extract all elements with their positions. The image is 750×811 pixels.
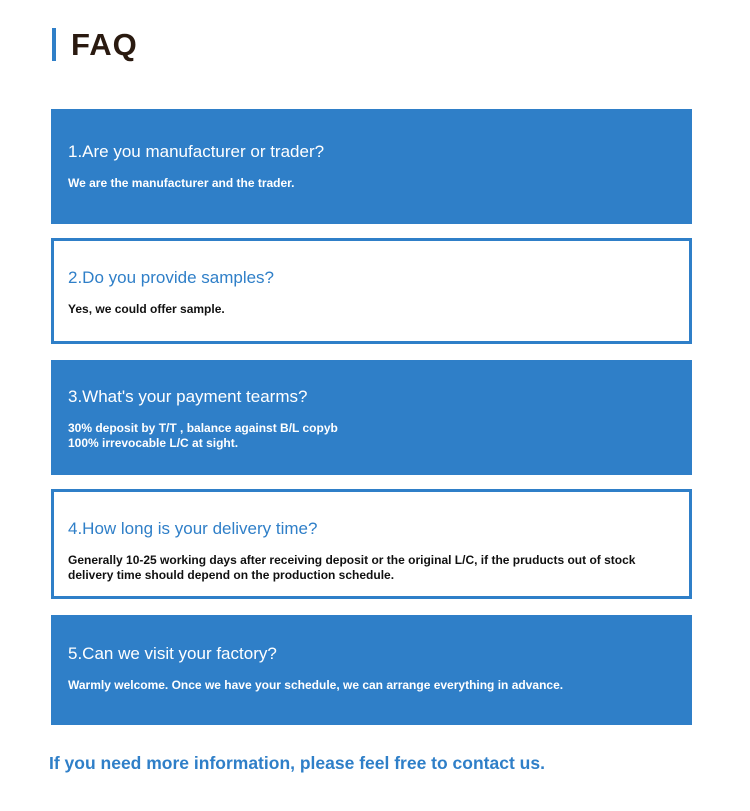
faq-question-5: 5.Can we visit your factory? — [68, 644, 277, 663]
faq-answer-1: We are the manufacturer and the trader. — [68, 176, 295, 190]
faq-item-2 — [51, 238, 692, 344]
faq-question-1: 1.Are you manufacturer or trader? — [68, 142, 325, 161]
title-accent-bar — [52, 28, 56, 61]
faq-item-5 — [51, 615, 692, 725]
faq-answer-2: Yes, we could offer sample. — [68, 302, 225, 316]
faq-question-4: 4.How long is your delivery time? — [68, 519, 318, 538]
contact-message: If you need more information, please feel free to contact us. — [49, 753, 545, 773]
faq-answer-4: Generally 10-25 working days after receiving deposit or the original L/C, if the pruducts out of stock delivery time should depend on the production schedule. — [68, 553, 636, 582]
faq-header — [52, 28, 138, 61]
faq-question-2: 2.Do you provide samples? — [68, 268, 275, 287]
faq-item-3 — [51, 360, 692, 475]
page-title: FAQ — [71, 27, 138, 62]
faq-item-1 — [51, 109, 692, 224]
faq-answer-3: 30% deposit by T/T , balance against B/L copyb 100% irrevocable L/C at sight. — [68, 421, 338, 450]
faq-answer-5: Warmly welcome. Once we have your schedule, we can arrange everything in advance. — [68, 678, 564, 692]
faq-item-4 — [51, 489, 692, 599]
faq-question-3: 3.What's your payment tearms? — [68, 387, 308, 406]
